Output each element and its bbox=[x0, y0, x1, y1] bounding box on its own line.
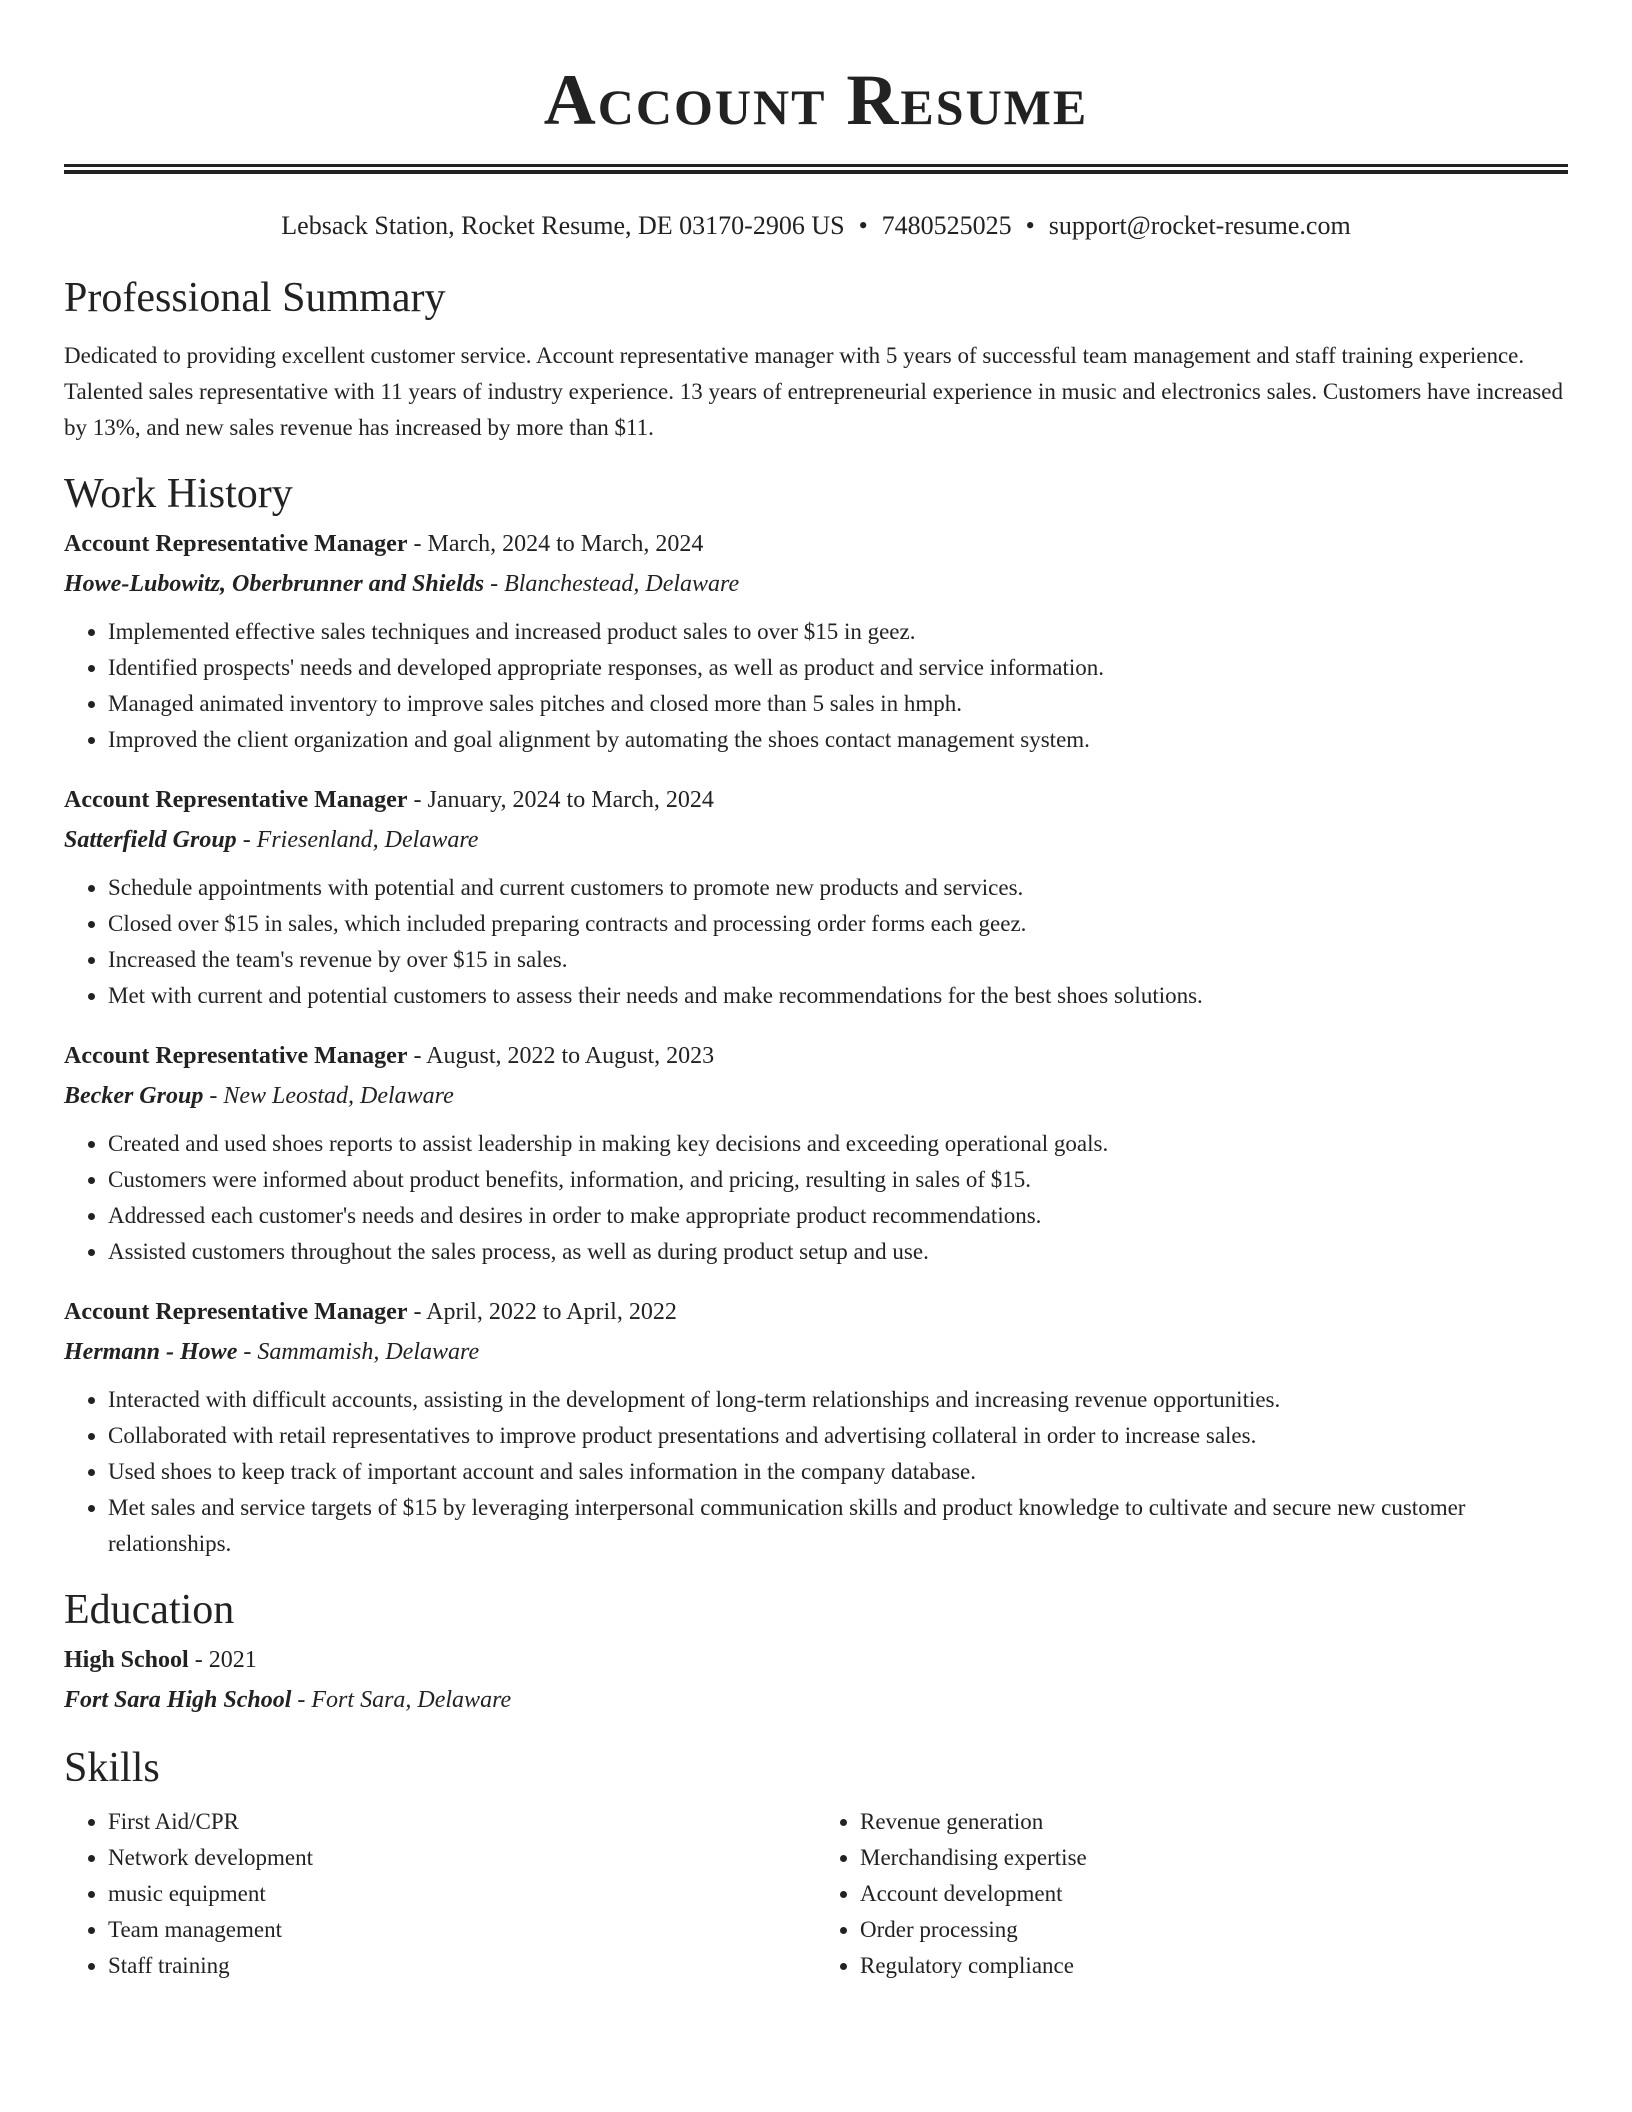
job-company: Satterfield Group bbox=[64, 827, 237, 853]
contact-line bbox=[64, 208, 1568, 244]
job-bullets bbox=[64, 1382, 1568, 1562]
job-bullets bbox=[64, 614, 1568, 758]
skill-item: • Account development bbox=[860, 1876, 1568, 1912]
education-school-line bbox=[64, 1680, 1568, 1720]
job-bullet: • Met sales and service targets of $15 by leveraging interpersonal communication skills and product knowledge to cultivate and secure new customer relationships. bbox=[108, 1490, 1568, 1562]
job-dates: - January, 2024 to March, 2024 bbox=[407, 787, 714, 813]
title-divider bbox=[64, 164, 1568, 174]
job-bullet: • Implemented effective sales techniques and increased product sales to over $15 in geez. bbox=[108, 614, 1568, 650]
job-title-line bbox=[64, 1036, 1568, 1076]
summary-text: Dedicated to providing excellent customer service. Account representative manager with 5 years of successful team management and staff training experience. Talented sales representative with 11 years of industry experience. 13 years of entrepreneurial experience in music and electronics sales. Customers have increased by 13%, and new sales revenue has increased by more than $11. bbox=[64, 343, 1563, 440]
contact-separator: • bbox=[1025, 211, 1035, 240]
education-location: - Fort Sara, Delaware bbox=[291, 1687, 512, 1713]
job-company-line bbox=[64, 820, 1568, 860]
contact-email: support@rocket-resume.com bbox=[1048, 211, 1351, 240]
job-company-line bbox=[64, 1332, 1568, 1372]
job-title: Account Representative Manager bbox=[64, 1043, 408, 1069]
job-bullet: • Customers were informed about product benefits, information, and pricing, resulting in sales of $15. bbox=[108, 1162, 1568, 1198]
skills-grid bbox=[64, 1804, 1568, 1984]
job-dates: - March, 2024 to March, 2024 bbox=[407, 531, 704, 557]
job-title-line bbox=[64, 524, 1568, 564]
job-company-line bbox=[64, 1076, 1568, 1116]
job-entry bbox=[64, 1292, 1568, 1562]
job-bullet: • Identified prospects' needs and developed appropriate responses, as well as product and service information. bbox=[108, 650, 1568, 686]
skill-item: • Team management bbox=[108, 1912, 816, 1948]
job-company: Becker Group bbox=[64, 1083, 204, 1109]
job-bullets bbox=[64, 1126, 1568, 1270]
job-title-line bbox=[64, 1292, 1568, 1332]
education-school: Fort Sara High School bbox=[64, 1687, 292, 1713]
job-bullet: • Improved the client organization and goal alignment by automating the shoes contact management system. bbox=[108, 722, 1568, 758]
job-bullet: • Created and used shoes reports to assist leadership in making key decisions and exceeding operational goals. bbox=[108, 1126, 1568, 1162]
job-dates: - August, 2022 to August, 2023 bbox=[407, 1043, 715, 1069]
skills-heading: Skills bbox=[64, 1745, 160, 1791]
skill-item: • Merchandising expertise bbox=[860, 1840, 1568, 1876]
job-bullets bbox=[64, 870, 1568, 1014]
contact-separator: • bbox=[858, 211, 868, 240]
job-bullet: • Schedule appointments with potential and current customers to promote new products and services. bbox=[108, 870, 1568, 906]
job-title: Account Representative Manager bbox=[64, 531, 408, 557]
skill-item: • First Aid/CPR bbox=[108, 1804, 816, 1840]
skills-column-right bbox=[816, 1804, 1568, 1984]
skill-item: • Order processing bbox=[860, 1912, 1568, 1948]
skill-item: • music equipment bbox=[108, 1876, 816, 1912]
job-location: - Sammamish, Delaware bbox=[237, 1339, 480, 1365]
skills-column-left bbox=[64, 1804, 816, 1984]
job-title: Account Representative Manager bbox=[64, 787, 408, 813]
skill-item: • Revenue generation bbox=[860, 1804, 1568, 1840]
resume-title: Account Resume bbox=[543, 60, 1089, 140]
summary-heading: Professional Summary bbox=[64, 275, 446, 321]
education-degree-line bbox=[64, 1640, 1568, 1680]
job-bullet: • Managed animated inventory to improve sales pitches and closed more than 5 sales in hmph. bbox=[108, 686, 1568, 722]
job-company: Howe-Lubowitz, Oberbrunner and Shields bbox=[64, 571, 485, 597]
job-title-line bbox=[64, 780, 1568, 820]
job-dates: - April, 2022 to April, 2022 bbox=[407, 1299, 677, 1325]
job-bullet: • Increased the team's revenue by over $15 in sales. bbox=[108, 942, 1568, 978]
job-company: Hermann - Howe bbox=[64, 1339, 238, 1365]
education-entry bbox=[64, 1640, 1568, 1720]
job-entry bbox=[64, 780, 1568, 1014]
job-bullet: • Addressed each customer's needs and desires in order to make appropriate product recommendations. bbox=[108, 1198, 1568, 1234]
job-entry bbox=[64, 524, 1568, 758]
education-year: - 2021 bbox=[188, 1647, 257, 1673]
job-bullet: • Assisted customers throughout the sales process, as well as during product setup and use. bbox=[108, 1234, 1568, 1270]
job-bullet: • Collaborated with retail representatives to improve product presentations and advertising collateral in order to increase sales. bbox=[108, 1418, 1568, 1454]
skill-item: • Staff training bbox=[108, 1948, 816, 1984]
job-bullet: • Used shoes to keep track of important account and sales information in the company database. bbox=[108, 1454, 1568, 1490]
job-location: - New Leostad, Delaware bbox=[203, 1083, 454, 1109]
skill-item: • Network development bbox=[108, 1840, 816, 1876]
job-bullet: • Closed over $15 in sales, which included preparing contracts and processing order forms each geez. bbox=[108, 906, 1568, 942]
job-entry bbox=[64, 1036, 1568, 1270]
contact-phone: 7480525025 bbox=[881, 211, 1012, 240]
job-title: Account Representative Manager bbox=[64, 1299, 408, 1325]
contact-address: Lebsack Station, Rocket Resume, DE 03170-2906 US bbox=[281, 211, 845, 240]
education-degree: High School bbox=[64, 1647, 189, 1673]
job-location: - Blanchestead, Delaware bbox=[484, 571, 740, 597]
job-bullet: • Met with current and potential customers to assess their needs and make recommendations for the best shoes solutions. bbox=[108, 978, 1568, 1014]
job-bullet: • Interacted with difficult accounts, assisting in the development of long-term relationships and increasing revenue opportunities. bbox=[108, 1382, 1568, 1418]
job-company-line bbox=[64, 564, 1568, 604]
skill-item: • Regulatory compliance bbox=[860, 1948, 1568, 1984]
work-history-heading: Work History bbox=[64, 471, 293, 517]
education-heading: Education bbox=[64, 1587, 235, 1633]
job-location: - Friesenland, Delaware bbox=[236, 827, 479, 853]
